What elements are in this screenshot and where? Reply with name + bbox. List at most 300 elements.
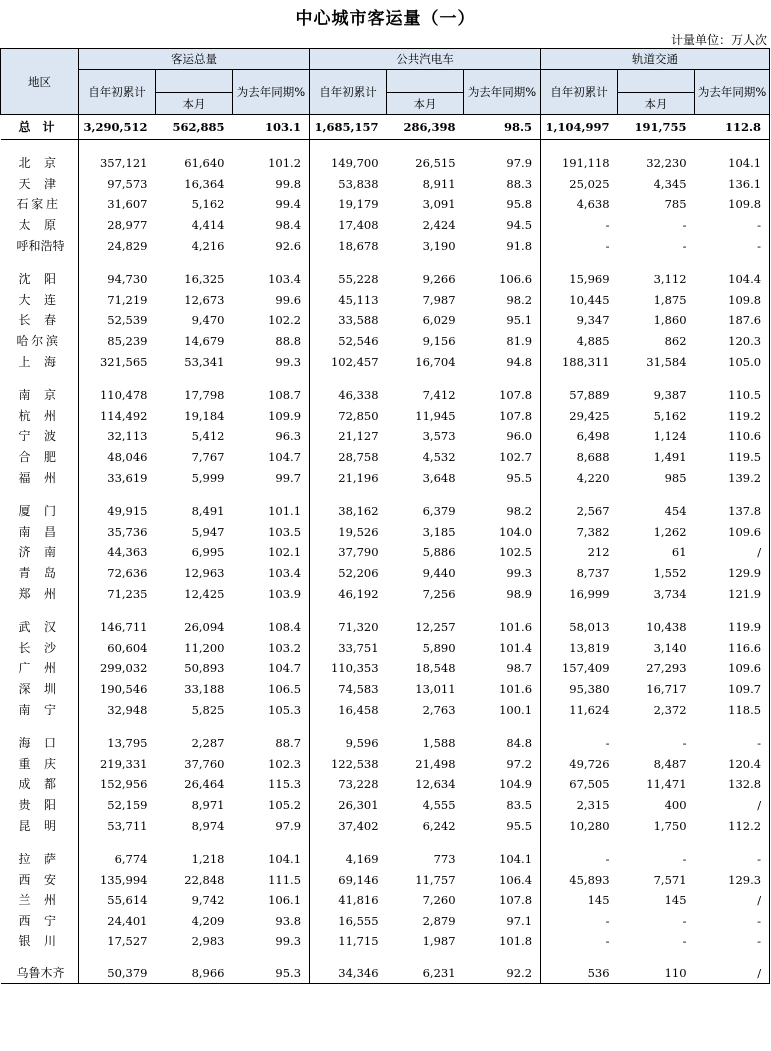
bus-yoy-cell: 104.9 (499, 777, 533, 792)
total-month-cell: 2,983 (191, 934, 225, 949)
table-row (1, 890, 770, 911)
table-row (1, 753, 770, 774)
region-name: 厦门 (18, 504, 56, 519)
bus-yoy-cell: 107.8 (499, 893, 533, 908)
total-ytd-cell: 94,730 (79, 269, 156, 290)
bus-yoy-cell: 101.4 (499, 640, 533, 655)
total-ytd-cell: 50,379 (79, 963, 156, 984)
rail-month-cell: 1,124 (653, 429, 687, 444)
bus-month-cell: 21,498 (415, 756, 456, 771)
bus-yoy-cell: 97.1 (506, 913, 533, 928)
rail-month-cell: 8,487 (653, 756, 687, 771)
header-month: 本月 (156, 93, 233, 115)
rail-month-cell: 1,750 (653, 818, 687, 833)
rail-month-cell: 785 (664, 197, 687, 212)
rail-yoy-cell: 109.6 (695, 522, 770, 543)
bus-ytd-cell: 74,583 (310, 679, 387, 700)
total-yoy-cell: 99.7 (275, 470, 302, 485)
bus-yoy-cell: 95.5 (506, 470, 533, 485)
total-month-cell: 19,184 (184, 408, 225, 423)
rail-month-cell: 31,584 (646, 354, 687, 369)
region-name: 上海 (18, 354, 56, 369)
region-name: 长春 (18, 313, 56, 328)
total-month-cell: 562,885 (156, 115, 233, 140)
region-name: 青岛 (18, 565, 56, 580)
header-yoy: 为去年同期% (233, 70, 310, 115)
bus-ytd-cell: 52,546 (310, 331, 387, 352)
rail-yoy-cell: - (695, 911, 770, 932)
total-yoy-cell: 92.6 (275, 238, 302, 253)
total-ytd-cell: 110,478 (79, 385, 156, 406)
rail-month-cell: 3,734 (653, 586, 687, 601)
bus-yoy-cell: 106.4 (499, 872, 533, 887)
region-name: 深圳 (18, 681, 56, 696)
bus-month-cell: 3,185 (422, 524, 456, 539)
region-name: 西宁 (18, 913, 56, 928)
table-row (1, 406, 770, 427)
bus-ytd-cell: 149,700 (310, 153, 387, 174)
region-name: 宁波 (18, 429, 56, 444)
total-yoy-cell: 102.3 (268, 756, 302, 771)
total-month-cell: 61,640 (184, 156, 225, 171)
total-yoy-cell: 95.3 (233, 963, 310, 984)
rail-month-cell: 10,438 (646, 620, 687, 635)
bus-month-cell: 7,256 (422, 586, 456, 601)
total-ytd-cell: 219,331 (79, 753, 156, 774)
bus-ytd-cell: 19,179 (310, 194, 387, 215)
total-yoy-cell: 99.3 (275, 354, 302, 369)
bus-yoy-cell: 98.9 (506, 586, 533, 601)
bus-month-cell: 4,532 (422, 450, 456, 465)
bus-yoy-cell: 95.5 (506, 818, 533, 833)
rail-yoy-cell: - (695, 733, 770, 754)
total-ytd-cell: 190,546 (79, 679, 156, 700)
rail-ytd-cell: 11,624 (541, 699, 618, 720)
total-yoy-cell: 104.1 (268, 852, 302, 867)
region-name: 兰州 (18, 893, 56, 908)
total-ytd-cell: 114,492 (79, 406, 156, 427)
total-ytd-cell: 24,401 (79, 911, 156, 932)
spacer-row (1, 720, 770, 733)
table-row (1, 174, 770, 195)
total-yoy-cell: 108.7 (268, 388, 302, 403)
bus-month-cell: 6,379 (422, 504, 456, 519)
total-yoy-cell: 105.3 (268, 702, 302, 717)
table-row (1, 815, 770, 836)
region-name: 太原 (18, 218, 56, 233)
header-ytd: 自年初累计 (310, 70, 387, 115)
bus-ytd-cell: 46,192 (310, 583, 387, 604)
bus-month-cell: 6,242 (422, 818, 456, 833)
total-yoy-cell: 102.1 (268, 545, 302, 560)
total-ytd-cell: 52,159 (79, 795, 156, 816)
bus-month-cell: 1,588 (422, 736, 456, 751)
region-name: 海口 (18, 736, 56, 751)
rail-yoy-cell: 139.2 (695, 467, 770, 488)
rail-ytd-cell: 8,688 (541, 447, 618, 468)
total-ytd-cell: 31,607 (79, 194, 156, 215)
header-region: 地区 (1, 49, 79, 115)
region-name: 呼和浩特 (16, 238, 65, 253)
bus-month-cell: 9,440 (422, 565, 456, 580)
bus-yoy-cell: 104.1 (499, 852, 533, 867)
region-name: 天津 (18, 176, 56, 191)
region-name: 长沙 (18, 640, 56, 655)
table-row (1, 447, 770, 468)
rail-ytd-cell: 29,425 (541, 406, 618, 427)
header-month: 本月 (618, 93, 695, 115)
total-month-cell: 4,216 (191, 238, 225, 253)
rail-ytd-cell: 2,315 (541, 795, 618, 816)
rail-ytd-cell: 10,445 (541, 290, 618, 311)
rail-month-cell: 2,372 (653, 702, 687, 717)
rail-ytd-cell: 536 (541, 963, 618, 984)
total-ytd-cell: 299,032 (79, 658, 156, 679)
region-name: 重庆 (18, 756, 56, 771)
rail-month-cell: - (682, 218, 687, 233)
header-group-total: 客运总量 (79, 49, 310, 70)
rail-month-cell: - (682, 852, 687, 867)
region-name: 南昌 (18, 524, 56, 539)
header-month-spacer (618, 70, 695, 93)
table-row (1, 869, 770, 890)
total-ytd-cell: 97,573 (79, 174, 156, 195)
rail-yoy-cell: 109.6 (695, 658, 770, 679)
bus-month-cell: 286,398 (387, 115, 464, 140)
total-ytd-cell: 32,113 (79, 426, 156, 447)
header-month-spacer (156, 70, 233, 93)
rail-yoy-cell: / (695, 963, 770, 984)
total-month-cell: 5,999 (191, 470, 225, 485)
bus-ytd-cell: 34,346 (310, 963, 387, 984)
total-ytd-cell: 152,956 (79, 774, 156, 795)
total-yoy-cell: 104.7 (268, 450, 302, 465)
total-month-cell: 16,364 (184, 176, 225, 191)
bus-month-cell: 6,231 (387, 963, 464, 984)
header-ytd: 自年初累计 (79, 70, 156, 115)
rail-ytd-cell: 67,505 (541, 774, 618, 795)
rail-yoy-cell: 137.8 (695, 501, 770, 522)
bus-yoy-cell: 99.3 (506, 565, 533, 580)
total-month-cell: 14,679 (184, 334, 225, 349)
bus-ytd-cell: 72,850 (310, 406, 387, 427)
rail-yoy-cell: 110.5 (695, 385, 770, 406)
rail-yoy-cell: 116.6 (695, 637, 770, 658)
total-yoy-cell: 111.5 (268, 872, 302, 887)
spacer-row (1, 952, 770, 963)
total-ytd-cell: 49,915 (79, 501, 156, 522)
header-group-bus: 公共汽电车 (310, 49, 541, 70)
rail-month-cell: 1,860 (653, 313, 687, 328)
bus-yoy-cell: 98.2 (506, 292, 533, 307)
rail-ytd-cell: - (541, 849, 618, 870)
total-yoy-cell: 101.2 (268, 156, 302, 171)
rail-ytd-cell: - (541, 911, 618, 932)
rail-ytd-cell: 16,999 (541, 583, 618, 604)
total-month-cell: 7,767 (191, 450, 225, 465)
rail-month-cell: 11,471 (646, 777, 687, 792)
spacer-row (1, 256, 770, 269)
bus-ytd-cell: 33,751 (310, 637, 387, 658)
rail-yoy-cell: 120.3 (695, 331, 770, 352)
bus-month-cell: 3,091 (422, 197, 456, 212)
total-yoy-cell: 103.4 (268, 272, 302, 287)
total-month-cell: 26,094 (184, 620, 225, 635)
table-row (1, 542, 770, 563)
total-ytd-cell: 71,235 (79, 583, 156, 604)
region-name: 合肥 (18, 450, 56, 465)
passenger-volume-table (0, 48, 770, 984)
rail-yoy-cell: 132.8 (695, 774, 770, 795)
total-ytd-cell: 6,774 (79, 849, 156, 870)
rail-ytd-cell: 4,638 (541, 194, 618, 215)
rail-yoy-cell: - (695, 931, 770, 952)
page-title: 中心城市客运量（一） (295, 9, 476, 29)
rail-yoy-cell: 121.9 (695, 583, 770, 604)
table-row (1, 795, 770, 816)
bus-month-cell: 26,515 (415, 156, 456, 171)
rail-ytd-cell: 10,280 (541, 815, 618, 836)
table-row (1, 849, 770, 870)
bus-yoy-cell: 104.0 (499, 524, 533, 539)
bus-ytd-cell: 52,206 (310, 563, 387, 584)
rail-month-cell: 400 (664, 797, 687, 812)
bus-ytd-cell: 1,685,157 (310, 115, 387, 140)
table-row (1, 931, 770, 952)
rail-ytd-cell: - (541, 733, 618, 754)
bus-ytd-cell: 33,588 (310, 310, 387, 331)
bus-ytd-cell: 110,353 (310, 658, 387, 679)
bus-yoy-cell: 98.7 (506, 661, 533, 676)
total-ytd-cell: 13,795 (79, 733, 156, 754)
total-yoy-cell: 103.1 (233, 115, 310, 140)
total-month-cell: 22,848 (184, 872, 225, 887)
rail-month-cell: 1,875 (653, 292, 687, 307)
bus-month-cell: 11,945 (415, 408, 456, 423)
rail-ytd-cell: 4,220 (541, 467, 618, 488)
region-name: 石家庄 (16, 197, 58, 212)
bus-yoy-cell: 101.6 (499, 681, 533, 696)
bus-month-cell: 3,190 (422, 238, 456, 253)
spacer-row (1, 488, 770, 501)
total-ytd-cell: 35,736 (79, 522, 156, 543)
bus-month-cell: 13,011 (415, 681, 456, 696)
rail-ytd-cell: 191,118 (541, 153, 618, 174)
rail-ytd-cell: 49,726 (541, 753, 618, 774)
table-row (1, 679, 770, 700)
header-group-rail: 轨道交通 (541, 49, 770, 70)
rail-month-cell: 61 (671, 545, 687, 560)
header-ytd: 自年初累计 (541, 70, 618, 115)
total-yoy-cell: 99.3 (275, 934, 302, 949)
table-header (1, 49, 770, 115)
bus-yoy-cell: 98.5 (464, 115, 541, 140)
table-row (1, 733, 770, 754)
rail-month-cell: - (682, 913, 687, 928)
table-row (1, 963, 770, 984)
total-ytd-cell: 32,948 (79, 699, 156, 720)
rail-month-cell: 145 (664, 893, 687, 908)
bus-yoy-cell: 83.5 (506, 797, 533, 812)
table-row (1, 774, 770, 795)
rail-month-cell: 9,387 (653, 388, 687, 403)
rail-month-cell: 3,140 (653, 640, 687, 655)
rail-yoy-cell: 119.5 (695, 447, 770, 468)
total-month-cell: 12,425 (184, 586, 225, 601)
bus-yoy-cell: 84.8 (506, 736, 533, 751)
bus-yoy-cell: 81.9 (506, 334, 533, 349)
bus-yoy-cell: 95.8 (506, 197, 533, 212)
rail-month-cell: - (682, 736, 687, 751)
total-ytd-cell: 3,290,512 (79, 115, 156, 140)
rail-yoy-cell: / (695, 795, 770, 816)
rail-ytd-cell: - (541, 931, 618, 952)
bus-ytd-cell: 122,538 (310, 753, 387, 774)
total-month-cell: 16,325 (184, 272, 225, 287)
bus-ytd-cell: 17,408 (310, 215, 387, 236)
total-month-cell: 53,341 (184, 354, 225, 369)
bus-month-cell: 3,648 (422, 470, 456, 485)
total-ytd-cell: 24,829 (79, 235, 156, 256)
total-yoy-cell: 103.4 (268, 565, 302, 580)
bus-ytd-cell: 37,402 (310, 815, 387, 836)
rail-yoy-cell: 129.3 (695, 869, 770, 890)
total-yoy-cell: 99.4 (275, 197, 302, 212)
rail-yoy-cell: 112.2 (695, 815, 770, 836)
total-row (1, 115, 770, 140)
rail-month-cell: 7,571 (653, 872, 687, 887)
rail-ytd-cell: 58,013 (541, 617, 618, 638)
region-name: 沈阳 (18, 272, 56, 287)
rail-yoy-cell: 118.5 (695, 699, 770, 720)
total-ytd-cell: 135,994 (79, 869, 156, 890)
bus-ytd-cell: 26,301 (310, 795, 387, 816)
rail-yoy-cell: 105.0 (695, 351, 770, 372)
bus-month-cell: 11,757 (415, 872, 456, 887)
total-ytd-cell: 33,619 (79, 467, 156, 488)
total-month-cell: 9,742 (191, 893, 225, 908)
rail-month-cell: 27,293 (646, 661, 687, 676)
total-ytd-cell: 146,711 (79, 617, 156, 638)
bus-yoy-cell: 100.1 (499, 702, 533, 717)
bus-ytd-cell: 102,457 (310, 351, 387, 372)
rail-yoy-cell: / (695, 890, 770, 911)
region-name: 成都 (18, 777, 56, 792)
total-yoy-cell: 97.9 (275, 818, 302, 833)
bus-ytd-cell: 18,678 (310, 235, 387, 256)
rail-month-cell: 3,112 (653, 272, 687, 287)
bus-ytd-cell: 21,127 (310, 426, 387, 447)
rail-yoy-cell: - (695, 215, 770, 236)
total-yoy-cell: 96.3 (275, 429, 302, 444)
rail-month-cell: - (682, 934, 687, 949)
total-month-cell: 8,971 (191, 797, 225, 812)
total-yoy-cell: 115.3 (268, 777, 302, 792)
bus-ytd-cell: 45,113 (310, 290, 387, 311)
total-ytd-cell: 48,046 (79, 447, 156, 468)
region-name: 大连 (18, 292, 56, 307)
table-row (1, 269, 770, 290)
total-yoy-cell: 101.1 (268, 504, 302, 519)
rail-yoy-cell: - (695, 849, 770, 870)
bus-ytd-cell: 9,596 (310, 733, 387, 754)
bus-ytd-cell: 19,526 (310, 522, 387, 543)
total-yoy-cell: 104.7 (268, 661, 302, 676)
bus-yoy-cell: 94.5 (506, 218, 533, 233)
region-name: 郑州 (18, 586, 56, 601)
bus-ytd-cell: 73,228 (310, 774, 387, 795)
bus-yoy-cell: 101.8 (499, 934, 533, 949)
table-row (1, 351, 770, 372)
rail-month-cell: 985 (664, 470, 687, 485)
total-month-cell: 5,412 (191, 429, 225, 444)
table-row (1, 153, 770, 174)
table-row (1, 215, 770, 236)
total-month-cell: 11,200 (184, 640, 225, 655)
table-row (1, 658, 770, 679)
rail-yoy-cell: 110.6 (695, 426, 770, 447)
rail-ytd-cell: - (541, 235, 618, 256)
unit-label: 计量单位：万人次 (670, 33, 767, 47)
region-name: 乌鲁木齐 (1, 963, 79, 984)
total-ytd-cell: 52,539 (79, 310, 156, 331)
total-month-cell: 5,947 (191, 524, 225, 539)
bus-month-cell: 7,412 (422, 388, 456, 403)
table-row (1, 467, 770, 488)
table-row (1, 699, 770, 720)
rail-ytd-cell: 45,893 (541, 869, 618, 890)
total-ytd-cell: 53,711 (79, 815, 156, 836)
rail-ytd-cell: 15,969 (541, 269, 618, 290)
total-yoy-cell: 105.2 (268, 797, 302, 812)
rail-ytd-cell: 2,567 (541, 501, 618, 522)
bus-yoy-cell: 101.6 (499, 620, 533, 635)
total-yoy-cell: 103.2 (268, 640, 302, 655)
total-month-cell: 4,414 (191, 218, 225, 233)
bus-yoy-cell: 91.8 (506, 238, 533, 253)
bus-month-cell: 6,029 (422, 313, 456, 328)
total-month-cell: 1,218 (191, 852, 225, 867)
bus-month-cell: 5,890 (422, 640, 456, 655)
rail-ytd-cell: 145 (541, 890, 618, 911)
table-row (1, 583, 770, 604)
region-name: 武汉 (18, 620, 56, 635)
total-month-cell: 5,162 (191, 197, 225, 212)
rail-yoy-cell: 129.9 (695, 563, 770, 584)
total-month-cell: 9,470 (191, 313, 225, 328)
rail-month-cell: 110 (618, 963, 695, 984)
rail-yoy-cell: 187.6 (695, 310, 770, 331)
rail-month-cell: 32,230 (646, 156, 687, 171)
spacer-row (1, 372, 770, 385)
total-yoy-cell: 108.4 (268, 620, 302, 635)
bus-month-cell: 773 (433, 852, 456, 867)
bus-yoy-cell: 106.6 (499, 272, 533, 287)
spacer-row (1, 604, 770, 617)
bus-yoy-cell: 98.2 (506, 504, 533, 519)
rail-month-cell: 4,345 (653, 176, 687, 191)
rail-ytd-cell: 157,409 (541, 658, 618, 679)
rail-month-cell: 862 (664, 334, 687, 349)
bus-month-cell: 8,911 (422, 176, 456, 191)
spacer-row (1, 140, 770, 154)
rail-ytd-cell: 57,889 (541, 385, 618, 406)
rail-yoy-cell: / (695, 542, 770, 563)
total-month-cell: 4,209 (191, 913, 225, 928)
total-month-cell: 2,287 (191, 736, 225, 751)
total-ytd-cell: 321,565 (79, 351, 156, 372)
total-yoy-cell: 102.2 (268, 313, 302, 328)
